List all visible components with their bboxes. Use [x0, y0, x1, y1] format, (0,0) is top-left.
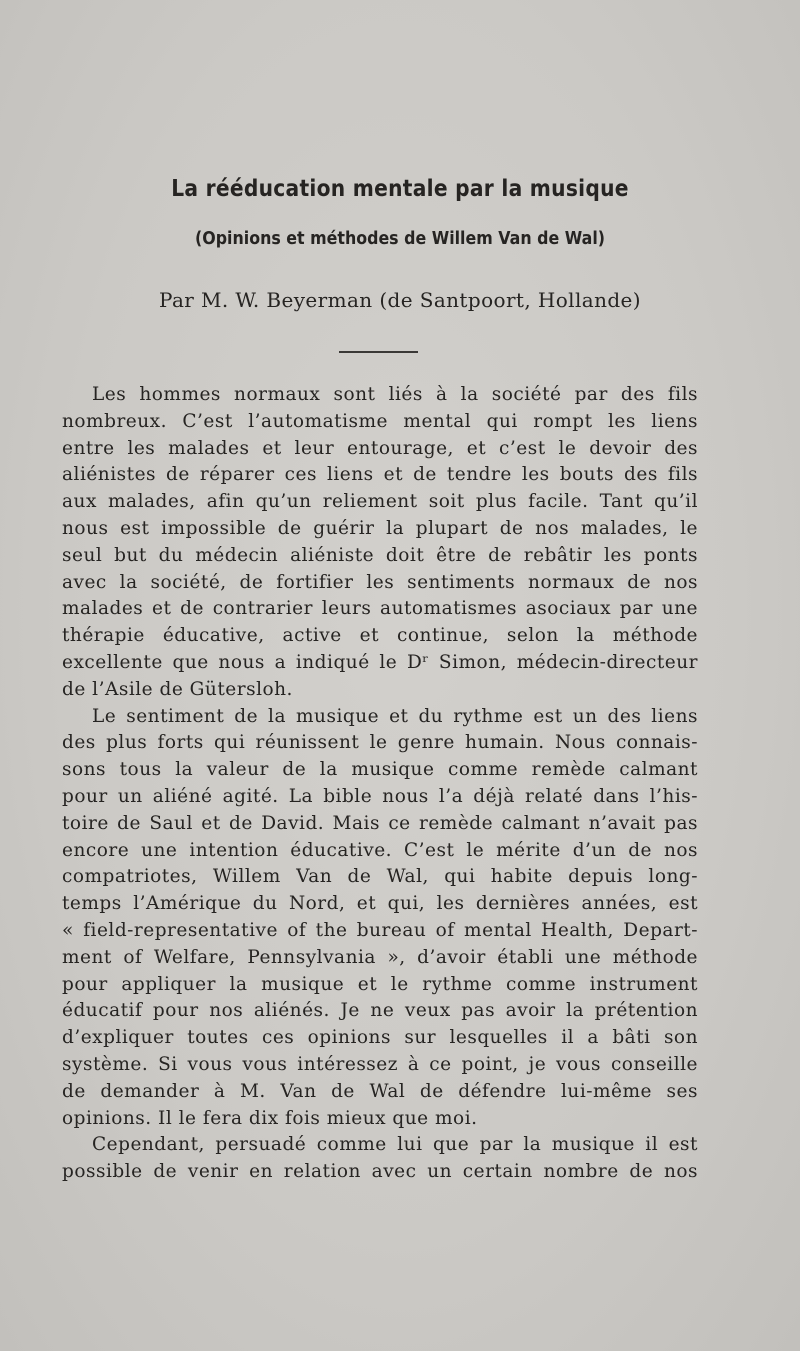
body-line: aliénistes de réparer ces liens et de tendre les bouts des fils [62, 464, 698, 486]
body-line: temps l’Amérique du Nord, et qui, les dernières années, est [62, 893, 698, 915]
body-line: compatriotes, Willem Van de Wal, qui habite depuis long- [62, 866, 698, 888]
article-byline: Par M. W. Beyerman (de Santpoort, Hollande) [159, 288, 641, 312]
title-divider [339, 351, 418, 353]
body-line: sons tous la valeur de la musique comme remède calmant [62, 759, 698, 781]
body-line: système. Si vous vous intéressez à ce point, je vous conseille [62, 1053, 698, 1075]
body-line: aux malades, afin qu’un reliement soit plus facile. Tant qu’il [62, 491, 698, 513]
body-line: des plus forts qui réunissent le genre humain. Nous connais- [62, 732, 698, 754]
body-line: possible de venir en relation avec un certain nombre de nos [62, 1161, 698, 1183]
body-line: toire de Saul et de David. Mais ce remède calmant n’avait pas [62, 812, 698, 834]
body-line: éducatif pour nos aliénés. Je ne veux pas avoir la prétention [62, 1000, 698, 1022]
body-line: Le sentiment de la musique et du rythme est un des liens [92, 705, 698, 727]
body-line: pour un aliéné agité. La bible nous l’a déjà relaté dans l’his- [62, 785, 698, 807]
body-line: thérapie éducative, active et continue, selon la méthode [62, 625, 698, 647]
article-body [62, 382, 698, 1186]
body-line: entre les malades et leur entourage, et c’est le devoir des [62, 437, 698, 459]
body-line: malades et de contrarier leurs automatismes asociaux par une [62, 598, 698, 620]
body-line: Les hommes normaux sont liés à la société par des fils [92, 384, 698, 405]
body-line: Cependant, persuadé comme lui que par la musique il est [92, 1134, 698, 1156]
body-line: nombreux. C’est l’automatisme mental qui rompt les liens [62, 410, 698, 432]
body-line: « field-representative of the bureau of mental Health, Depart- [62, 919, 698, 941]
article-subtitle: (Opinions et méthodes de Willem Van de Wal) [195, 228, 605, 249]
body-line: encore une intention éducative. C’est le mérite d’un de nos [62, 839, 698, 861]
body-line: de l’Asile de Gütersloh. [62, 678, 293, 700]
body-line: de demander à M. Van de Wal de défendre lui-même ses [62, 1080, 698, 1102]
body-line: d’expliquer toutes ces opinions sur lesquelles il a bâti son [62, 1027, 698, 1049]
body-line: nous est impossible de guérir la plupart de nos malades, le [62, 517, 698, 539]
body-line: ment of Welfare, Pennsylvania », d’avoir établi une méthode [62, 946, 698, 968]
body-line: seul but du médecin aliéniste doit être de rebâtir les ponts [62, 544, 698, 566]
body-line: avec la société, de fortifier les sentiments normaux de nos [62, 571, 698, 593]
body-line: excellente que nous a indiqué le Dʳ Simon, médecin-directeur [62, 651, 698, 673]
body-line: pour appliquer la musique et le rythme comme instrument [62, 973, 698, 995]
body-line: opinions. Il le fera dix fois mieux que moi. [62, 1107, 478, 1129]
article-title: La rééducation mentale par la musique [171, 176, 629, 202]
